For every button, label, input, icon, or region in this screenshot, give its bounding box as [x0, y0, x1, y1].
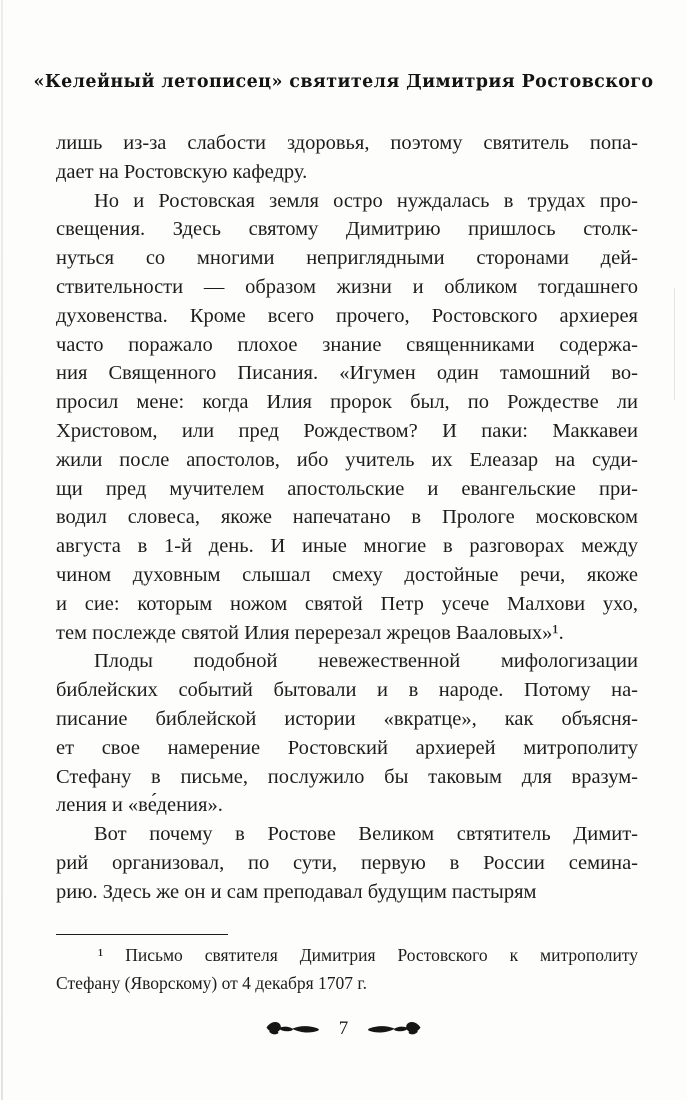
text-line: рию. Здесь же он и сам преподавал будущим пастырям: [56, 880, 537, 903]
text-line: ния Священного Писания. «Игумен один тамошний во-: [56, 362, 638, 385]
paragraph: [56, 187, 638, 648]
floral-ornament-right-icon: [366, 1019, 424, 1039]
text-line: Плоды подобной невежественной мифологизации: [94, 650, 638, 673]
text-line: просил мене: когда Илия пророк был, по Рождестве ли: [56, 391, 638, 414]
text-line: жили после апостолов, ибо учитель их Елеазар на суди-: [56, 448, 638, 471]
footnote-line: ¹ Письмо святителя Димитрия Ростовского к митрополиту: [98, 945, 638, 965]
text-line: ет свое намерение Ростовский архиерей митрополиту: [56, 736, 638, 759]
text-line: и сие: которым ножом святой Петр усече Малхови ухо,: [56, 592, 638, 615]
text-line: водил словеса, якоже напечатано в Прологе московском: [56, 506, 638, 529]
footnote-rule: [56, 934, 228, 935]
text-line: часто поражало плохое знание священниками содержа-: [56, 333, 638, 356]
paragraph: [56, 820, 638, 906]
text-line: свещения. Здесь святому Димитрию пришлось столк-: [56, 218, 638, 241]
text-line: чином духовным слышал смеху достойные речи, якоже: [56, 563, 638, 586]
text-line: тем послежде святой Илия перерезал жрецов Вааловых»¹.: [56, 621, 564, 644]
page-number: 7: [338, 1018, 349, 1039]
text-line: августа в 1-й день. И иные многие в разговорах между: [56, 535, 638, 558]
text-line: лишь из-за слабости здоровья, поэтому святитель попа-: [56, 132, 638, 154]
text-line: Христовом, или пред Рождеством? И паки: Маккавеи: [56, 419, 638, 442]
text-line: Вот почему в Ростове Великом свтятитель Димит-: [94, 823, 638, 846]
text-line: ствительности — образом жизни и обликом тогдашнего: [56, 275, 638, 298]
paragraph: [56, 129, 638, 187]
footnote-line: Стефану (Яворскому) от 4 декабря 1707 г.: [56, 972, 368, 993]
text-line: библейских событий бытовали и в народе. Потому на-: [56, 679, 638, 702]
footnote: [56, 942, 638, 997]
scan-edge-left: [1, 0, 3, 1100]
paragraph: [56, 647, 638, 820]
text-line: писание библейской истории «вкратце», как объясня-: [56, 707, 638, 730]
text-line: ления и «ве́дения».: [56, 794, 223, 817]
running-head: «Келейный летописец» святителя Димитрия Ростовского: [33, 72, 654, 92]
floral-ornament-left-icon: [263, 1019, 321, 1039]
text-line: нуться со многими неприглядными сторонами дей-: [56, 247, 638, 270]
text-line: духовенства. Кроме всего прочего, Ростовского архиерея: [56, 304, 638, 327]
text-line: щи пред мучителем апостольские и евангельские при-: [56, 477, 638, 500]
page-footer: [0, 1018, 687, 1040]
text-line: Но и Ростовская земля остро нуждалась в трудах про-: [94, 189, 638, 212]
text-block: [56, 129, 638, 907]
text-line: рий организовал, по сути, первую в России семина-: [56, 851, 638, 874]
scan-edge-artifact: [674, 288, 675, 400]
text-line: дает на Ростовскую кафедру.: [56, 160, 308, 183]
text-line: Стефану в письме, послужило бы таковым для вразум-: [56, 765, 638, 788]
